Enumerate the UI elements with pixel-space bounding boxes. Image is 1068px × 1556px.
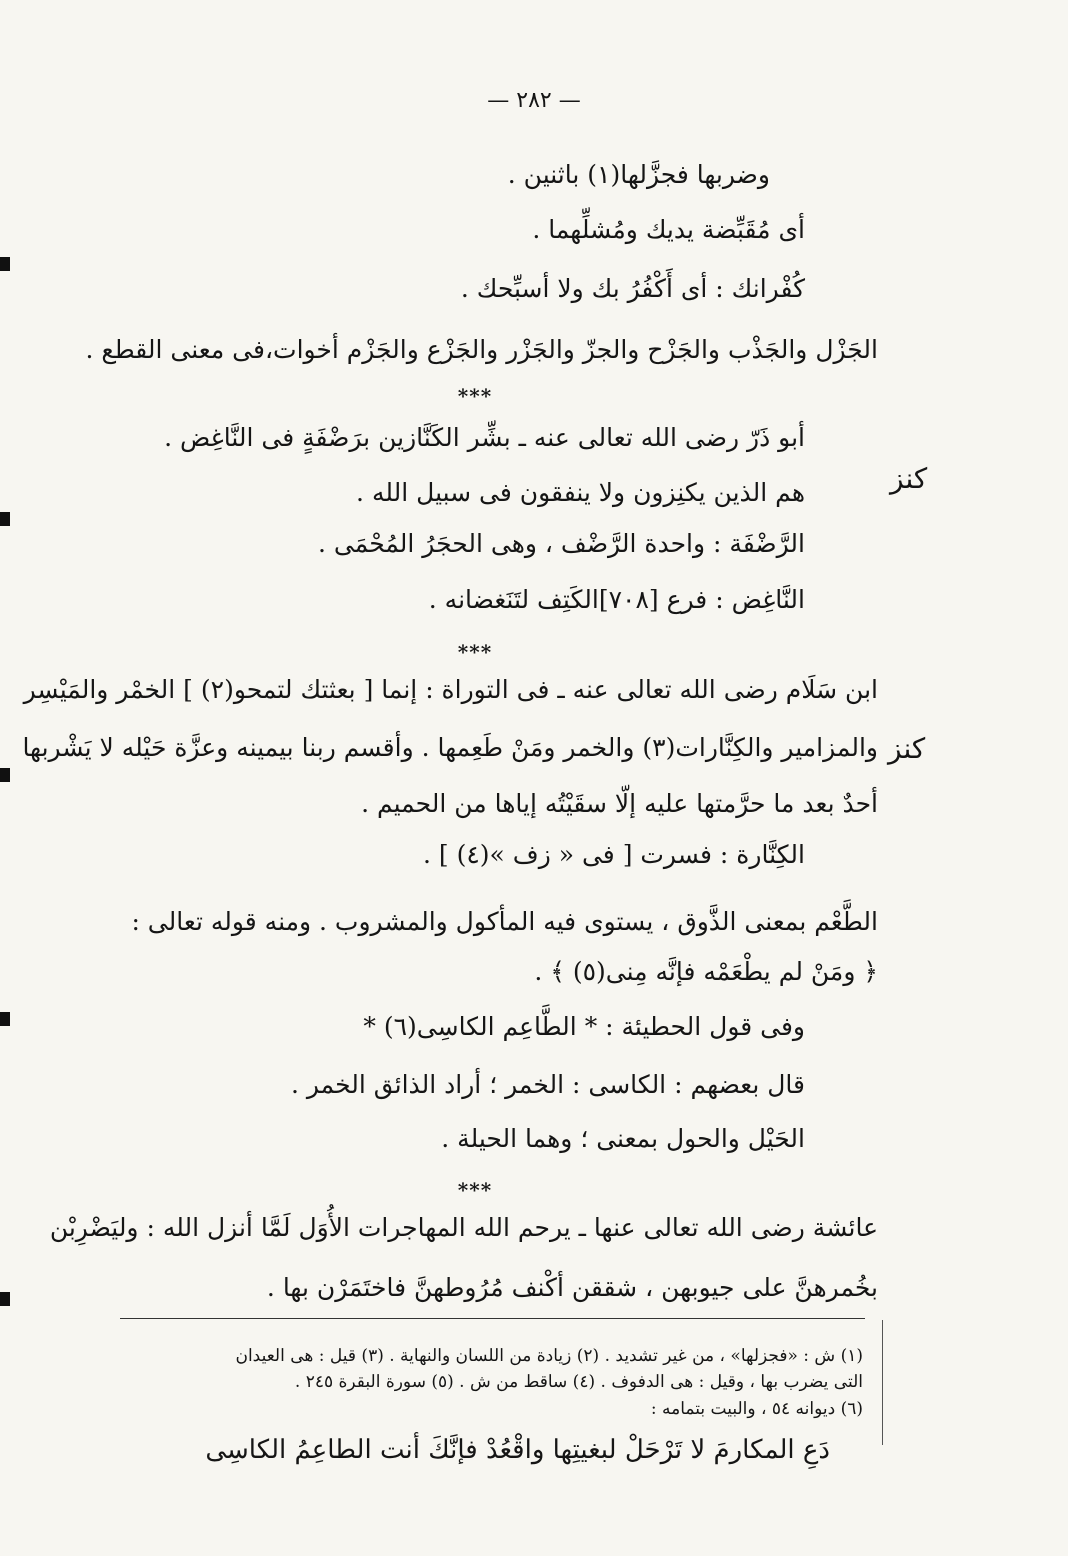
scan-edge-mark [0, 512, 10, 526]
page-number: — ٢٨٢ — [487, 88, 581, 113]
text-line: بخُمرهنَّ على جيوبهن ، شققن أكْنف مُرُوطهنَّ فاختَمَرْن بها . [266, 1273, 878, 1302]
footnote-line: التى يضرب بها ، وقيل : هى الدفوف . (٤) ساقط من ش . (٥) سورة البقرة ٢٤٥ . [294, 1372, 863, 1392]
margin-root-word: كنز [890, 462, 928, 495]
text-line: الطَّعْم بمعنى الذَّوق ، يستوى فيه المأكول والمشروب . ومنه قوله تعالى : [131, 907, 878, 936]
text-line: الرَّضْفَة : واحدة الرَّضْف ، وهى الحجَرُ المُحْمَى . [318, 529, 805, 558]
footnote-line: (١) ش : «فجزلها» ، من غير تشديد . (٢) زيادة من اللسان والنهاية . (٣) قيل : هى العيدان [235, 1346, 863, 1366]
footnote-verse: دَعِ المكارمَ لا تَرْحَلْ لبغيتِها واقْعُدْ فإنَّكَ أنت الطاعِمُ الكاسِى [205, 1435, 830, 1465]
text-line: وفى قول الحطيئة : * الطَّاعِم الكاسِى(٦) * [363, 1012, 805, 1041]
section-separator: *** [457, 1178, 493, 1202]
margin-root-word: كنز [888, 732, 926, 765]
text-line: كُفْرانك : أى أَكْفُرُ بك ولا أسبِّحك . [460, 274, 805, 303]
section-separator: *** [457, 384, 493, 408]
section-separator: *** [457, 640, 493, 664]
text-line: قال بعضهم : الكاسى : الخمر ؛ أراد الذائق الخمر . [290, 1070, 805, 1099]
text-line: الجَزْل والجَذْب والجَزْح والجزّ والجَزْر والجَزْع والجَزْم أخوات،فى معنى القطع . [85, 335, 878, 364]
text-line: ﴿ ومَنْ لم يطْعَمْه فإنَّه مِنى(٥) ﴾ . [534, 957, 878, 986]
text-line: هم الذين يكنِزون ولا ينفقون فى سبيل الله . [356, 478, 805, 507]
text-line: عائشة رضى الله تعالى عنها ـ يرحم الله المهاجرات الأُوَل لَمَّا أنزل الله : وليَضْرِبْن [49, 1213, 878, 1242]
margin-rule [882, 1320, 883, 1445]
scan-edge-mark [0, 768, 10, 782]
text-line: أبو ذَرّ رضى الله تعالى عنه ـ بشِّر الكَنَّازين برَضْفَةٍ فى النَّاغِض . [164, 423, 805, 452]
text-line: الكِنَّارة : فسرت [ فى « زف »(٤) ] . [422, 840, 805, 869]
scan-edge-mark [0, 1292, 10, 1306]
footnote-rule [120, 1318, 865, 1319]
text-line: أحدٌ بعد ما حرَّمتها عليه إلّا سقَيْتُه إياها من الحميم . [361, 789, 878, 818]
scan-edge-mark [0, 1012, 10, 1026]
text-line: ابن سَلَام رضى الله تعالى عنه ـ فى التوراة : إنما [ بعثتك لتمحو(٢) ] الخمْر والمَيْسِر [23, 675, 878, 704]
text-line: وضربها فجزَّلها(١) باثنين . [507, 160, 770, 189]
scan-edge-mark [0, 257, 10, 271]
text-line: والمزامير والكِنَّارات(٣) والخمر ومَنْ طَعِمها . وأقسم ربنا بيمينه وعزَّة حَيْله لا يَشْربها [22, 733, 878, 762]
footnote-line: (٦) ديوانه ٥٤ ، والبيت بتمامه : [650, 1399, 863, 1419]
text-line: أى مُقَبِّضة يديك ومُشلِّهما . [532, 215, 805, 244]
text-line: الحَيْل والحول بمعنى ؛ وهما الحيلة . [441, 1124, 805, 1153]
text-line: النَّاغِض : فرع [٧٠٨]الكَتِف لتَنَغضانه . [428, 585, 805, 614]
